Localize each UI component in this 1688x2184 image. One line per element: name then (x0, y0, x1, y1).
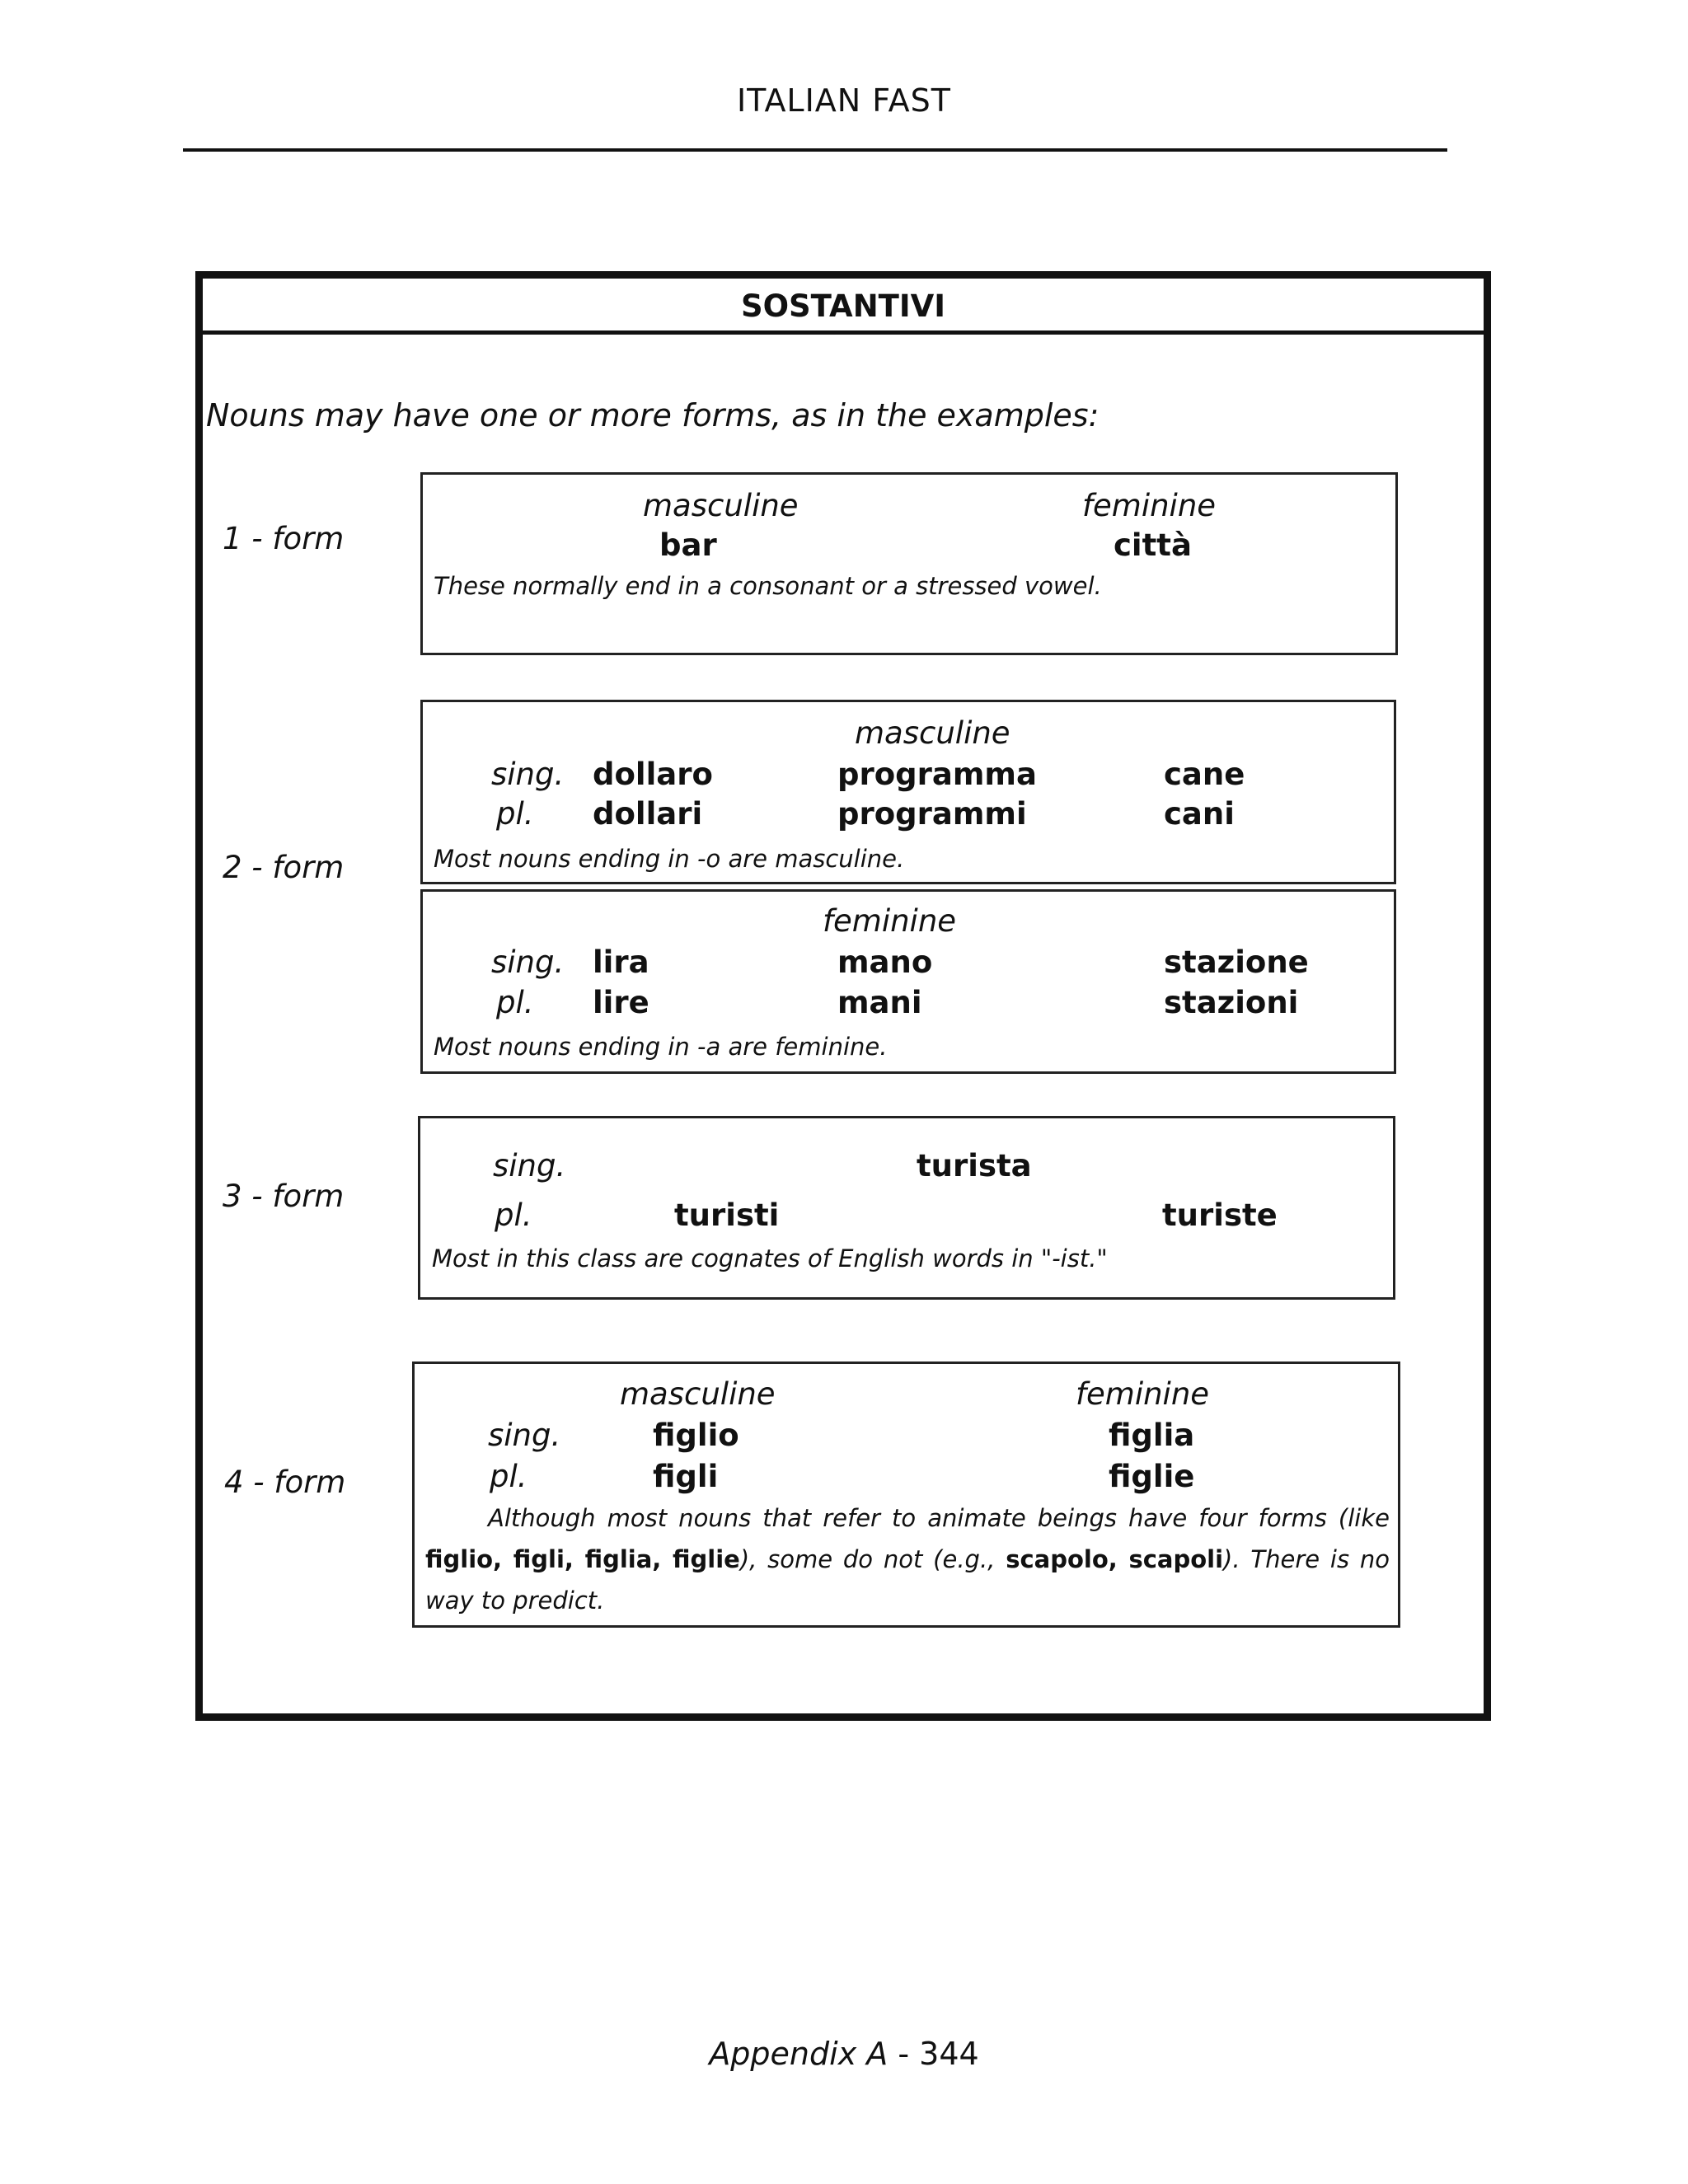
page-number: 344 (919, 2036, 979, 2072)
panel-title: SOSTANTIVI (740, 288, 946, 324)
form-4-pl-masculine-word: figli (653, 1459, 719, 1494)
form-4-sing-masculine-word: figlio (653, 1418, 739, 1453)
running-header: ITALIAN FAST (736, 82, 952, 119)
form-2-masc-sing-label: sing. (491, 757, 565, 792)
form-2-masculine-note: Most nouns ending in -o are masculine. (434, 845, 905, 873)
form-3-pl-label: pl. (495, 1197, 532, 1233)
form-1-masculine-heading: masculine (643, 488, 799, 523)
form-4-note-example-words: scapolo, scapoli (1006, 1545, 1224, 1573)
form-2-masc-sing-word: dollaro (593, 757, 713, 792)
form-2-feminine-note: Most nouns ending in -a are feminine. (434, 1033, 888, 1061)
form-4-pl-label: pl. (490, 1459, 528, 1494)
form-4-feminine-heading: feminine (1076, 1376, 1210, 1412)
form-2-feminine-heading: feminine (823, 903, 957, 939)
form-1-box (420, 472, 1398, 655)
form-4-pl-feminine-word: figlie (1109, 1459, 1195, 1494)
form-4-note: Although most nouns that refer to animate beings have four forms (like figlio, figli, figlia, figlie), some do not (e.g., scapolo, scapoli). There is no way to predict. (425, 1504, 1390, 1615)
form-2-masc-pl-word: cani (1164, 796, 1235, 832)
form-4-masculine-heading: masculine (620, 1376, 776, 1412)
form-2-label: 2 - form (223, 850, 345, 885)
title-divider (203, 330, 1484, 335)
appendix-label: Appendix A (709, 2036, 889, 2072)
form-4-sing-label: sing. (488, 1418, 561, 1453)
form-2-masculine-heading: masculine (855, 715, 1010, 751)
form-3-pl-feminine-word: turiste (1162, 1197, 1278, 1233)
form-2-masc-sing-word: programma (837, 757, 1037, 792)
header-rule (183, 148, 1447, 152)
form-1-feminine-heading: feminine (1082, 488, 1217, 523)
form-4-sing-feminine-word: figlia (1109, 1418, 1195, 1453)
form-2-fem-pl-word: mani (837, 985, 922, 1020)
form-3-label: 3 - form (223, 1179, 345, 1214)
form-1-masculine-word: bar (659, 527, 717, 563)
form-2-fem-pl-word: lire (593, 985, 649, 1020)
form-2-fem-sing-word: mano (837, 944, 933, 980)
form-2-fem-sing-word: lira (593, 944, 649, 980)
form-1-label: 1 - form (223, 521, 345, 556)
form-2-masc-pl-word: dollari (593, 796, 703, 832)
page-footer: Appendix A - 344 (709, 2036, 979, 2072)
form-1-feminine-word: città (1114, 527, 1192, 563)
form-2-masc-pl-word: programmi (837, 796, 1027, 832)
form-2-fem-pl-word: stazioni (1164, 985, 1299, 1020)
form-4-label: 4 - form (224, 1465, 346, 1500)
form-3-sing-word: turista (917, 1148, 1032, 1183)
intro-text: Nouns may have one or more forms, as in the examples: (206, 397, 1100, 434)
form-3-note: Most in this class are cognates of English words in "-ist." (432, 1244, 1108, 1272)
form-2-masc-sing-word: cane (1164, 757, 1245, 792)
form-1-note: These normally end in a consonant or a stressed vowel. (434, 572, 1102, 600)
form-2-masc-pl-label: pl. (496, 796, 534, 832)
form-2-fem-sing-word: stazione (1164, 944, 1309, 980)
form-3-pl-masculine-word: turisti (674, 1197, 780, 1233)
form-2-fem-pl-label: pl. (496, 985, 534, 1020)
form-2-fem-sing-label: sing. (491, 944, 565, 980)
form-3-sing-label: sing. (493, 1148, 566, 1183)
form-4-note-example-words: figlio, figli, figlia, figlie (425, 1545, 740, 1573)
